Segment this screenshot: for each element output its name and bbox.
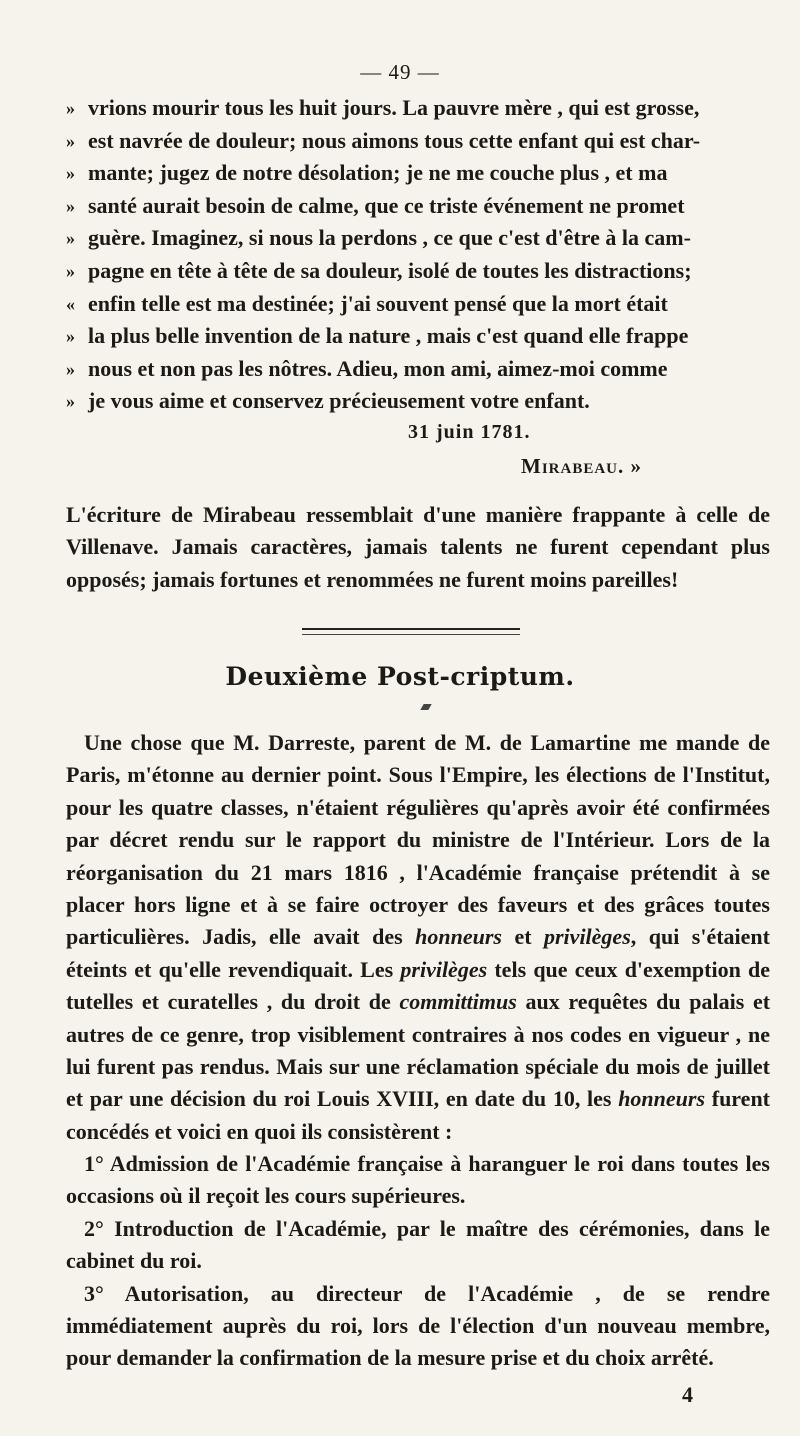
letter-line: » vrions mourir tous les huit jours. La pauvre mère , qui est grosse, xyxy=(66,92,766,125)
letter-signature: Mirabeau. » xyxy=(521,454,642,478)
letter-line: » je vous aime et conservez précieusement votre enfant. xyxy=(66,385,766,418)
quote-mark: » xyxy=(66,195,75,216)
italic-term: honneurs xyxy=(618,1086,706,1112)
section-divider xyxy=(302,628,520,635)
ornament-mark xyxy=(420,704,431,710)
quote-mark: « xyxy=(66,293,75,314)
honours-list xyxy=(66,1148,770,1375)
letter-line: » la plus belle invention de la nature , mais c'est quand elle frappe xyxy=(66,320,766,353)
quote-mark: » xyxy=(66,391,75,412)
sheet-signature-mark: 4 xyxy=(682,1382,693,1407)
italic-term: honneurs xyxy=(415,924,502,950)
list-item: 1° Admission de l'Académie française à haranguer le roi dans toutes les occasions où il reçoit les cours supérieures. xyxy=(66,1151,770,1209)
list-item: 2° Introduction de l'Académie, par le maître des cérémonies, dans le cabinet du roi. xyxy=(66,1215,770,1274)
section-heading: Deuxième Post-criptum. xyxy=(225,662,575,691)
letter-line: » santé aurait besoin de calme, que ce triste événement ne promet xyxy=(66,190,766,223)
quote-mark: » xyxy=(66,358,75,379)
letter-line: » nous et non pas les nôtres. Adieu, mon ami, aimez-moi comme xyxy=(66,353,766,386)
paragraph-postscript: Une chose que M. Darreste, parent de M. de Lamartine me mande de Paris, m'étonne au dernier point. Sous l'Empire, les élections de l'Institut, pour les quatre classes, n'étaient régulières qu'après avoir été confirmées par décret rendu sur le rapport du ministre de l'Intérieur. Lors de la réorganisation du 21 mars 1816 , l'Académie française prétendit à se placer hors ligne et à se faire octroyer des faveurs et des grâces toutes particulières. Jadis, elle avait des honneurs et privilèges, qui s'étaient éteints et qu'elle revendiquait. Les privilèges tels que ceux d'exemption de tutelles et curatelles , du droit de committimus aux requêtes du palais et autres de ce genre, trop visiblement contraires à nos codes en vigueur , ne lui furent pas rendus. Mais sur une réclamation spéciale du mois de juillet et par une décision du roi Louis XVIII, en date du 10, les honneurs furent concédés et voici en quoi ils consistèrent : xyxy=(66,730,771,1144)
quote-mark: » xyxy=(66,228,75,249)
quote-mark: » xyxy=(66,130,75,151)
letter-line: » pagne en tête à tête de sa douleur, isolé de toutes les distractions; xyxy=(66,255,766,288)
quote-mark: » xyxy=(66,260,75,281)
letter-date: 31 juin 1781. xyxy=(408,421,531,443)
italic-term: privilèges xyxy=(400,956,488,982)
list-item: 3° Autorisation, au directeur de l'Académie , de se rendre immédiatement auprès du roi, lors de l'élection d'un nouveau membre, pour demander la confirmation de la mesure prise et du choix arrêté. xyxy=(66,1280,770,1371)
quote-mark: » xyxy=(66,163,75,184)
letter-line: » guère. Imaginez, si nous la perdons , ce que c'est d'être à la cam- xyxy=(66,222,766,255)
page-number: — 49 — xyxy=(360,60,440,84)
letter-line: » est navrée de douleur; nous aimons tous cette enfant qui est char- xyxy=(66,125,766,158)
paragraph-handwriting: L'écriture de Mirabeau ressemblait d'une manière frappante à celle de Villenave. Jamais caractères, jamais talents ne furent cependant plus opposés; jamais fortunes et renommées ne furent moins pareilles! xyxy=(66,502,770,592)
italic-term: privilèges xyxy=(544,924,631,950)
quote-mark: » xyxy=(66,98,75,118)
letter-quotation xyxy=(66,92,766,418)
letter-line: » mante; jugez de notre désolation; je ne me couche plus , et ma xyxy=(66,157,766,190)
quote-mark: » xyxy=(66,326,75,347)
letter-line: « enfin telle est ma destinée; j'ai souvent pensé que la mort était xyxy=(66,288,766,321)
italic-term: committimus xyxy=(399,989,517,1015)
